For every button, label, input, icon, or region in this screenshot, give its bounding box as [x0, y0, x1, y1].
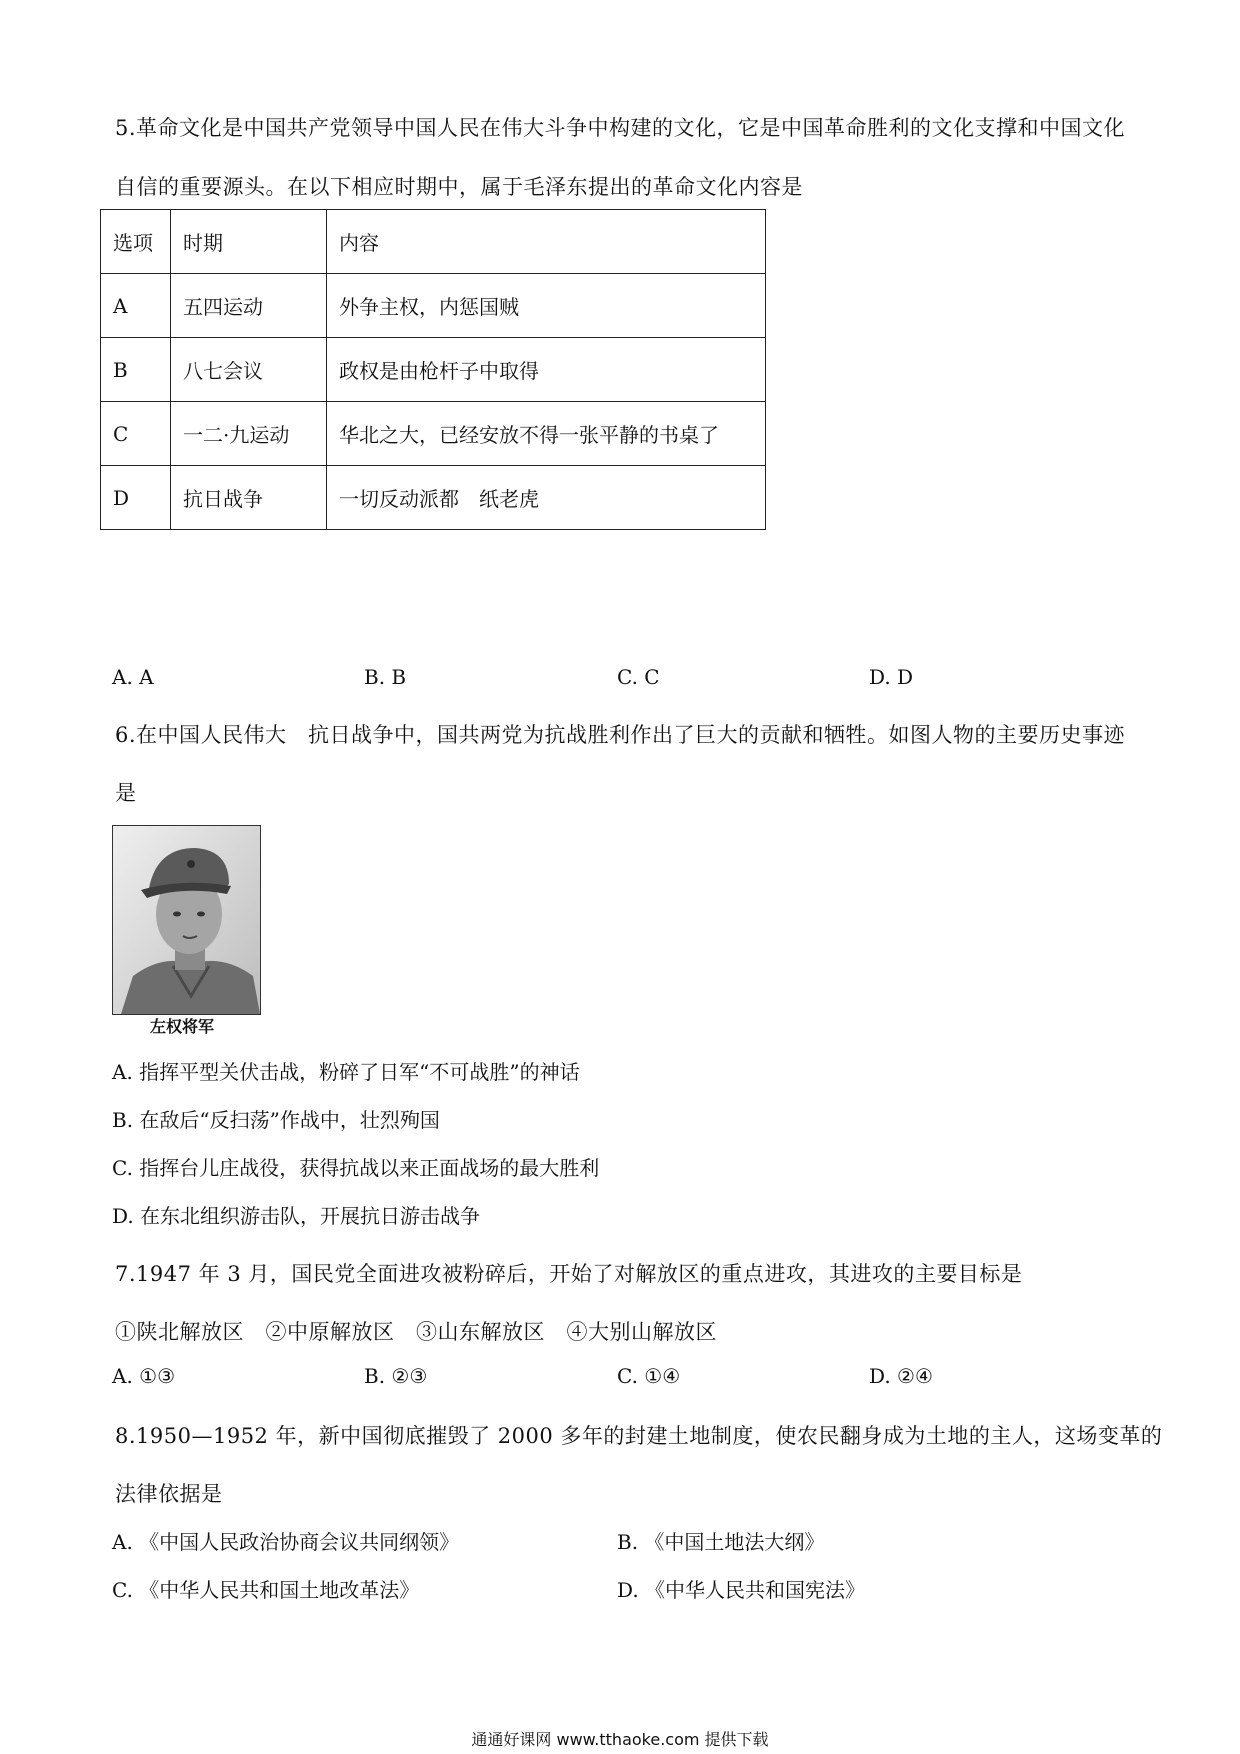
q6-option-b[interactable]: B. 在敌后“反扫荡”作战中，壮烈殉国	[112, 1108, 440, 1132]
portrait-photo	[112, 825, 261, 1015]
q5-stem-line2: 自信的重要源头。在以下相应时期中，属于毛泽东提出的革命文化内容是	[115, 175, 803, 199]
table-row	[101, 466, 766, 530]
q6-stem-line2: 是	[115, 781, 137, 805]
q7-option-b[interactable]: B. ②③	[364, 1364, 428, 1388]
q5-table	[100, 209, 766, 530]
q8-stem-line2: 法律依据是	[115, 1482, 223, 1506]
q5-option-d[interactable]: D. D	[869, 665, 914, 689]
table-row	[101, 338, 766, 402]
q6-option-c[interactable]: C. 指挥台儿庄战役，获得抗战以来正面战场的最大胜利	[112, 1156, 600, 1180]
q5-stem-line1: 5.革命文化是中国共产党领导中国人民在伟大斗争中构建的文化，它是中国革命胜利的文化支撑和中国文化	[115, 116, 1126, 140]
q5-option-c[interactable]: C. C	[617, 665, 660, 689]
table-cell: 外争主权，内惩国贼	[327, 274, 766, 338]
table-cell: 五四运动	[171, 274, 327, 338]
q7-option-d[interactable]: D. ②④	[869, 1364, 933, 1388]
portrait-illustration	[113, 826, 260, 1014]
q8-option-b[interactable]: B. 《中国土地法大纲》	[617, 1530, 825, 1554]
table-cell: C	[101, 402, 171, 466]
table-header-row	[101, 210, 766, 274]
q6-stem-line1: 6.在中国人民伟大 抗日战争中，国共两党为抗战胜利作出了巨大的贡献和牺牲。如图人物的主要历史事迹	[115, 723, 1126, 747]
table-cell: 八七会议	[171, 338, 327, 402]
table-header-cell: 选项	[101, 210, 171, 274]
q6-option-a[interactable]: A. 指挥平型关伏击战，粉碎了日军“不可战胜”的神话	[112, 1060, 580, 1084]
q8-stem-line1: 8.1950—1952 年，新中国彻底摧毁了 2000 多年的封建土地制度，使农民翻身成为土地的主人，这场变革的	[115, 1424, 1163, 1448]
page-footer: 通通好课网 www.tthaoke.com 提供下载	[471, 1730, 769, 1749]
table-header-cell: 时期	[171, 210, 327, 274]
table-cell: 华北之大，已经安放不得一张平静的书桌了	[327, 402, 766, 466]
q5-option-b[interactable]: B. B	[364, 665, 407, 689]
q8-option-a[interactable]: A. 《中国人民政治协商会议共同纲领》	[112, 1530, 460, 1554]
table-cell: 一切反动派都 纸老虎	[327, 466, 766, 530]
q8-option-d[interactable]: D. 《中华人民共和国宪法》	[617, 1578, 866, 1602]
table-cell: 抗日战争	[171, 466, 327, 530]
q7-stem-line1: 7.1947 年 3 月，国民党全面进攻被粉碎后，开始了对解放区的重点进攻，其进攻的主要目标是	[115, 1262, 1023, 1286]
table-header-cell: 内容	[327, 210, 766, 274]
portrait-caption: 左权将军	[150, 1017, 215, 1036]
q7-stem-line2: ①陕北解放区 ②中原解放区 ③山东解放区 ④大别山解放区	[115, 1320, 717, 1344]
table-row	[101, 274, 766, 338]
table-cell: B	[101, 338, 171, 402]
table-cell: A	[101, 274, 171, 338]
table-row	[101, 402, 766, 466]
q5-option-a[interactable]: A. A	[112, 665, 154, 689]
table-cell: D	[101, 466, 171, 530]
q6-option-d[interactable]: D. 在东北组织游击队，开展抗日游击战争	[112, 1204, 481, 1228]
q7-option-c[interactable]: C. ①④	[617, 1364, 681, 1388]
table-cell: 政权是由枪杆子中取得	[327, 338, 766, 402]
q7-option-a[interactable]: A. ①③	[112, 1364, 176, 1388]
table-cell: 一二·九运动	[171, 402, 327, 466]
q8-option-c[interactable]: C. 《中华人民共和国土地改革法》	[112, 1578, 420, 1602]
